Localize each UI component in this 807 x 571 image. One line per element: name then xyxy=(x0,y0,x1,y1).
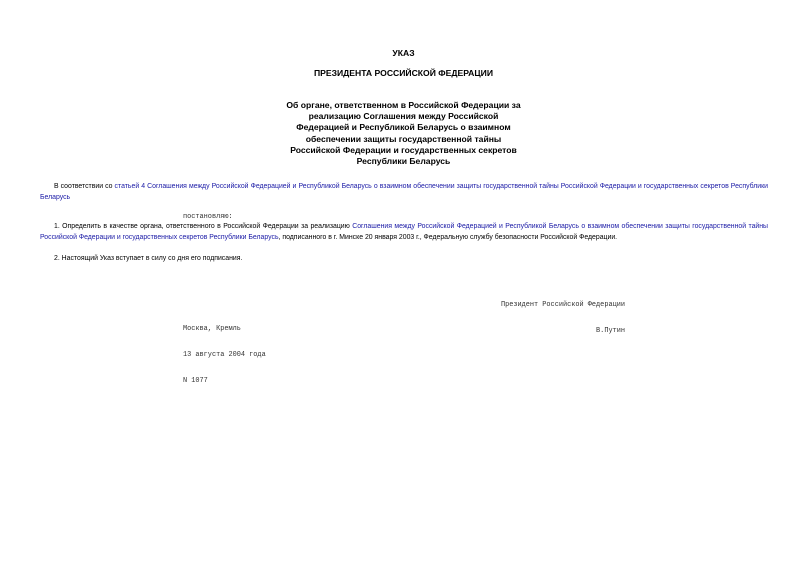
heading-line: Российской Федерации и государственных секретов xyxy=(290,144,517,155)
document-heading xyxy=(0,100,807,167)
paragraph-text: В соответствии со xyxy=(54,183,115,190)
agreement-link[interactable]: Соглашения между Российской Федерацией и Республикой Беларусь о взаимном обеспечении защиты государственной тайны Российской Федерации и государственных секретов Республики Беларусь xyxy=(40,223,769,241)
signature-name: В.Путин xyxy=(596,326,625,335)
paragraph-text: , подписанного в г. Минске 20 января 2003 г., Федеральную службу безопасности Российской Федерации. xyxy=(278,233,618,241)
document-subtitle: ПРЕЗИДЕНТА РОССИЙСКОЙ ФЕДЕРАЦИИ xyxy=(313,68,494,78)
heading-line: Об органе, ответственном в Российской Федерации за xyxy=(286,100,521,110)
signature-block xyxy=(470,284,625,353)
place-city: Москва, Кремль xyxy=(183,325,241,334)
paragraph-text: 1. Определить в качестве органа, ответственного в Российской Федерации за реализацию xyxy=(54,223,353,230)
heading-line: реализацию Соглашения между Российской xyxy=(308,111,499,122)
heading-line: Федерацией и Республикой Беларусь о взаимном xyxy=(296,122,511,133)
decree-number: N 1077 xyxy=(183,376,208,385)
heading-line: Республики Беларусь xyxy=(356,156,451,167)
place-date: 13 августа 2004 года xyxy=(183,350,266,359)
signature-position: Президент Российской Федерации xyxy=(500,301,625,310)
place-date-block xyxy=(183,308,266,403)
paragraph-preamble xyxy=(40,182,768,203)
agreement-article-link[interactable]: статьей 4 Соглашения между Российской Федерацией и Республикой Беларусь о взаимном обеспечении защиты государственной тайны Российской Федерации и государственных секретов Республики Беларусь xyxy=(40,183,768,201)
decree-word: постановляю: xyxy=(183,213,233,221)
paragraph-text: 2. Настоящий Указ вступает в силу со дня его подписания. xyxy=(54,255,243,262)
paragraph-item-1 xyxy=(40,222,768,243)
heading-line: обеспечении защиты государственной тайны xyxy=(305,133,502,144)
document-title: УКАЗ xyxy=(392,48,415,58)
paragraph-item-2 xyxy=(40,254,768,265)
